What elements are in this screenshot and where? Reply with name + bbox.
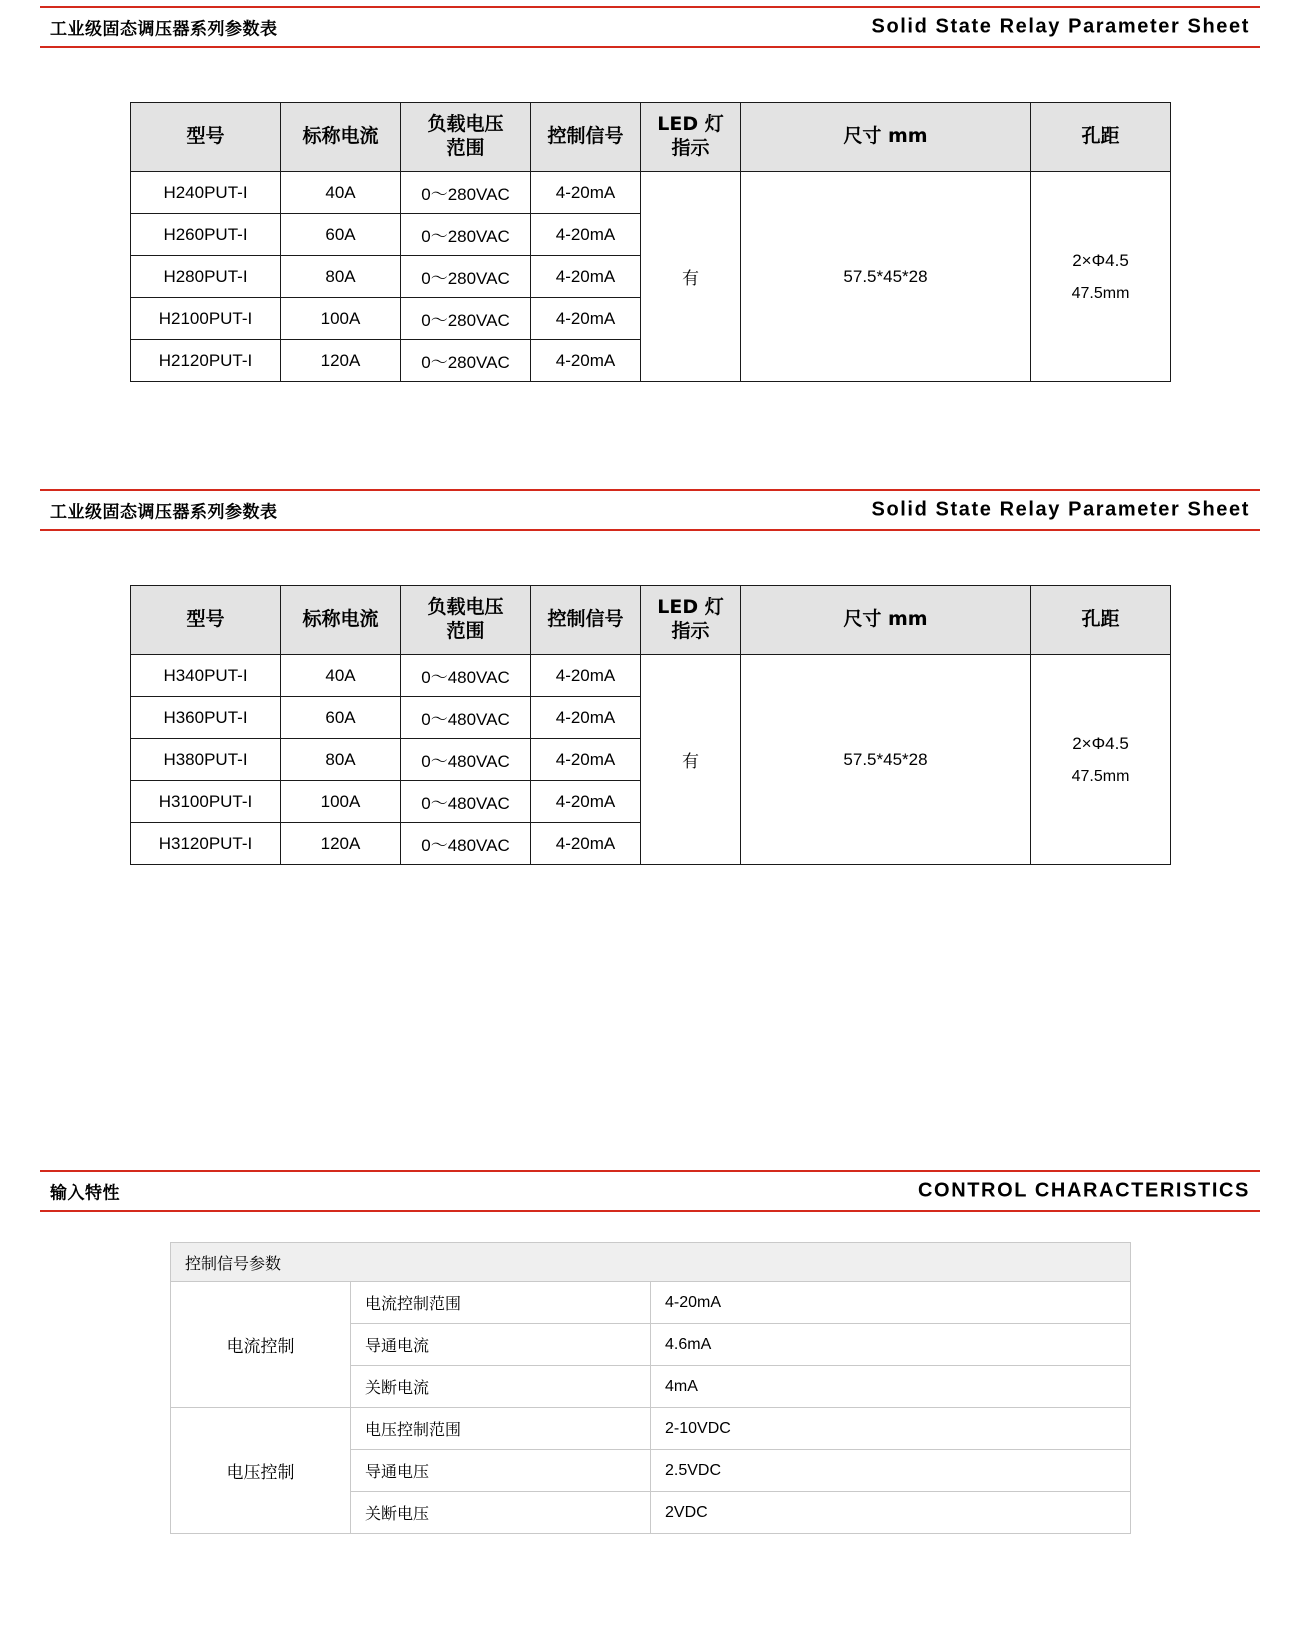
- col-header-signal: 控制信号: [531, 586, 641, 655]
- cell-voltage: 0〜280VAC: [401, 214, 531, 256]
- cell-voltage: 0〜480VAC: [401, 655, 531, 697]
- cell-current: 120A: [281, 340, 401, 382]
- cell-pitch-line1: 2×Φ4.5: [1072, 733, 1129, 753]
- cell-led: 有: [641, 655, 741, 865]
- col-header-led: [641, 586, 741, 655]
- table-header-row: [131, 586, 1171, 655]
- cell-voltage: 0〜480VAC: [401, 739, 531, 781]
- col-header-pitch: 孔距: [1031, 103, 1171, 172]
- cell-model: H280PUT-I: [131, 256, 281, 298]
- cell-pitch-line2: 47.5mm: [1071, 284, 1130, 302]
- table-header-row: [131, 103, 1171, 172]
- header-title-en: Solid State Relay Parameter Sheet: [871, 498, 1250, 521]
- col-header-voltage: [401, 586, 531, 655]
- section-header-bar: [40, 489, 1260, 531]
- parameter-table-container: [130, 585, 1170, 865]
- section-header-bar: [40, 6, 1260, 48]
- section-control-characteristics: [0, 1170, 1300, 1534]
- control-parameters-table: [170, 1242, 1131, 1534]
- cell-voltage: 0〜280VAC: [401, 172, 531, 214]
- control-table-container: [170, 1242, 1130, 1534]
- col-header-model: 型号: [131, 586, 281, 655]
- cell-current: 60A: [281, 214, 401, 256]
- cell-signal: 4-20mA: [531, 655, 641, 697]
- col-header-signal: 控制信号: [531, 103, 641, 172]
- col-header-size: 尺寸 mm: [741, 586, 1031, 655]
- table-row: [171, 1408, 1131, 1450]
- cell-parameter: 电流控制范围: [351, 1282, 651, 1324]
- col-header-led-line2: 指示: [671, 137, 710, 159]
- cell-model: H260PUT-I: [131, 214, 281, 256]
- cell-value: 2.5VDC: [651, 1450, 1131, 1492]
- parameter-table: [130, 102, 1171, 382]
- cell-model: H2120PUT-I: [131, 340, 281, 382]
- parameter-table: [130, 585, 1171, 865]
- cell-signal: 4-20mA: [531, 340, 641, 382]
- cell-current: 60A: [281, 697, 401, 739]
- cell-current: 40A: [281, 172, 401, 214]
- cell-value: 4mA: [651, 1366, 1131, 1408]
- col-header-voltage-line2: 范围: [446, 137, 485, 159]
- cell-current: 80A: [281, 256, 401, 298]
- col-header-voltage-line1: 负载电压: [427, 113, 504, 136]
- cell-current: 100A: [281, 781, 401, 823]
- cell-signal: 4-20mA: [531, 697, 641, 739]
- col-header-size: 尺寸 mm: [741, 103, 1031, 172]
- cell-model: H2100PUT-I: [131, 298, 281, 340]
- cell-size: 57.5*45*28: [741, 172, 1031, 382]
- cell-current: 40A: [281, 655, 401, 697]
- cell-pitch: [1031, 172, 1171, 382]
- cell-signal: 4-20mA: [531, 823, 641, 865]
- col-header-led-line1: LED 灯: [657, 113, 724, 136]
- cell-model: H3100PUT-I: [131, 781, 281, 823]
- control-table-title: 控制信号参数: [171, 1243, 1131, 1282]
- cell-value: 2VDC: [651, 1492, 1131, 1534]
- cell-current: 120A: [281, 823, 401, 865]
- cell-signal: 4-20mA: [531, 172, 641, 214]
- cell-voltage: 0〜480VAC: [401, 823, 531, 865]
- cell-parameter: 关断电压: [351, 1492, 651, 1534]
- cell-value: 2-10VDC: [651, 1408, 1131, 1450]
- cell-value: 4.6mA: [651, 1324, 1131, 1366]
- cell-voltage: 0〜280VAC: [401, 298, 531, 340]
- cell-signal: 4-20mA: [531, 298, 641, 340]
- col-header-model: 型号: [131, 103, 281, 172]
- col-header-pitch: 孔距: [1031, 586, 1171, 655]
- cell-size: 57.5*45*28: [741, 655, 1031, 865]
- cell-voltage: 0〜280VAC: [401, 256, 531, 298]
- header-title-cn: 输入特性: [50, 1183, 120, 1204]
- cell-voltage: 0〜480VAC: [401, 697, 531, 739]
- col-header-current: 标称电流: [281, 586, 401, 655]
- cell-model: H360PUT-I: [131, 697, 281, 739]
- cell-model: H380PUT-I: [131, 739, 281, 781]
- cell-model: H240PUT-I: [131, 172, 281, 214]
- cell-parameter: 导通电压: [351, 1450, 651, 1492]
- cell-model: H3120PUT-I: [131, 823, 281, 865]
- group-label-voltage: 电压控制: [171, 1408, 351, 1534]
- header-title-en: Solid State Relay Parameter Sheet: [871, 15, 1250, 38]
- col-header-led-line2: 指示: [671, 620, 710, 642]
- cell-parameter: 关断电流: [351, 1366, 651, 1408]
- cell-signal: 4-20mA: [531, 781, 641, 823]
- cell-voltage: 0〜280VAC: [401, 340, 531, 382]
- cell-current: 100A: [281, 298, 401, 340]
- col-header-voltage-line2: 范围: [446, 620, 485, 642]
- col-header-voltage-line1: 负载电压: [427, 596, 504, 619]
- cell-current: 80A: [281, 739, 401, 781]
- col-header-led-line1: LED 灯: [657, 596, 724, 619]
- table-title-row: [171, 1243, 1131, 1282]
- cell-led: 有: [641, 172, 741, 382]
- table-row: [131, 172, 1171, 214]
- table-row: [171, 1282, 1131, 1324]
- cell-value: 4-20mA: [651, 1282, 1131, 1324]
- header-title-en: CONTROL CHARACTERISTICS: [918, 1179, 1250, 1202]
- cell-model: H340PUT-I: [131, 655, 281, 697]
- header-title-cn: 工业级固态调压器系列参数表: [50, 502, 278, 523]
- cell-parameter: 电压控制范围: [351, 1408, 651, 1450]
- col-header-voltage: [401, 103, 531, 172]
- cell-parameter: 导通电流: [351, 1324, 651, 1366]
- cell-voltage: 0〜480VAC: [401, 781, 531, 823]
- cell-signal: 4-20mA: [531, 256, 641, 298]
- parameter-table-container: [130, 102, 1170, 382]
- col-header-led: [641, 103, 741, 172]
- header-title-cn: 工业级固态调压器系列参数表: [50, 19, 278, 40]
- group-label-current: 电流控制: [171, 1282, 351, 1408]
- section-sheet-480v: [0, 489, 1300, 865]
- cell-signal: 4-20mA: [531, 214, 641, 256]
- cell-pitch-line2: 47.5mm: [1071, 767, 1130, 785]
- col-header-current: 标称电流: [281, 103, 401, 172]
- cell-pitch-line1: 2×Φ4.5: [1072, 250, 1129, 270]
- table-row: [131, 655, 1171, 697]
- cell-signal: 4-20mA: [531, 739, 641, 781]
- cell-pitch: [1031, 655, 1171, 865]
- section-sheet-280v: [0, 6, 1300, 382]
- section-header-bar: [40, 1170, 1260, 1212]
